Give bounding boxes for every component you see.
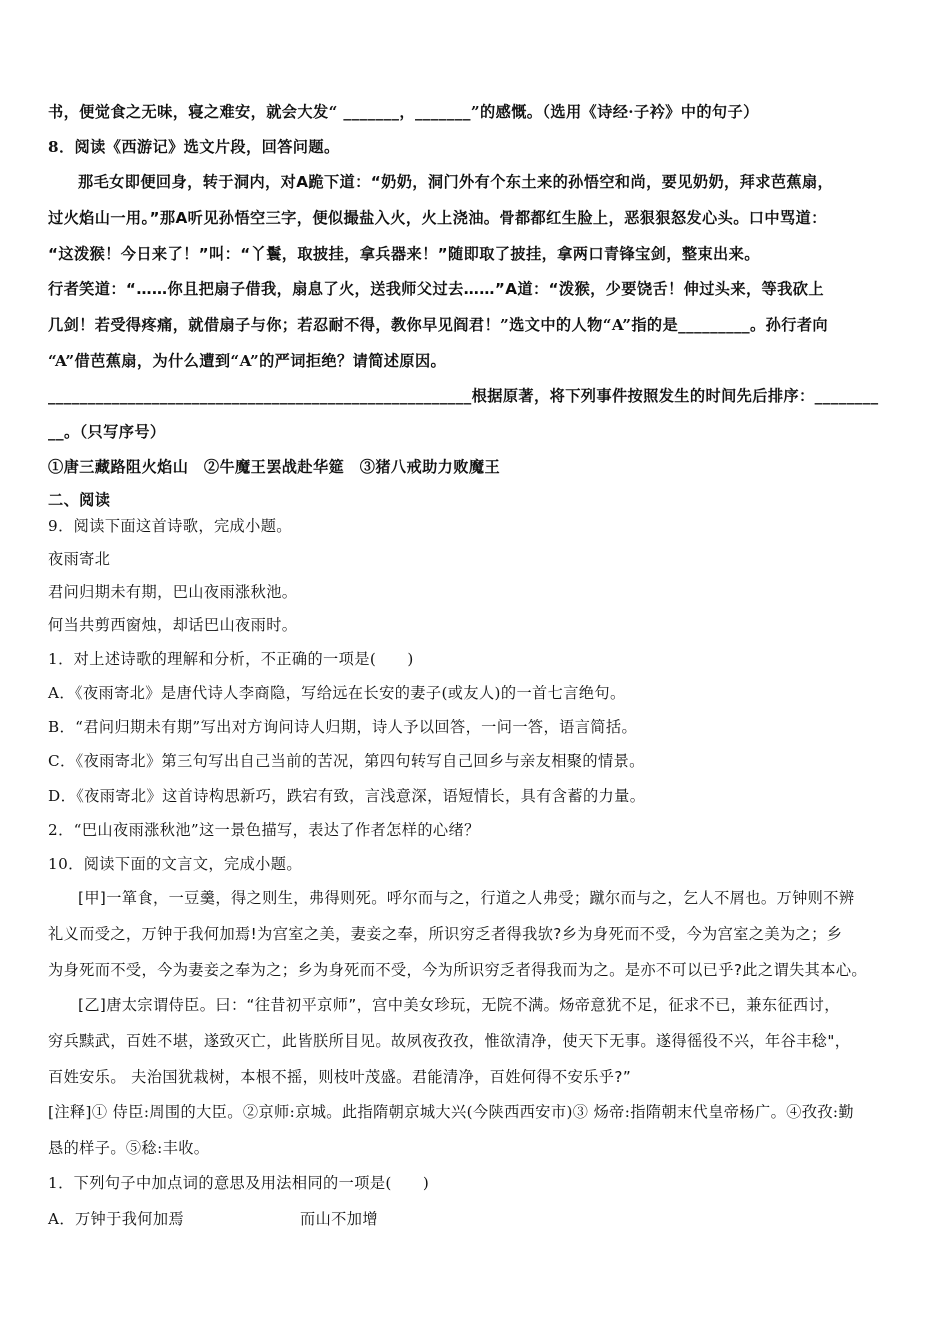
q9-option-b: B．“君问归期未有期”写出对方询问诗人归期，诗人予以回答，一问一答，语言简括。 [48,718,638,736]
q9-title: 9．阅读下面这首诗歌，完成小题。 [48,517,292,535]
q10-jia-line-3: 为身死而不受，今为妻妾之奉为之；乡为身死而不受，今为所识穷乏者得我而为之。是亦不可以已乎?此之谓失其本心。 [48,961,868,979]
poem-title: 夜雨寄北 [48,550,111,568]
q10-option-a-left: A．万钟于我何加焉 [48,1210,185,1228]
q8-passage-line-4: 行者笑道：“……你且把扇子借我，扇息了火，送我师父过去……”A道：“泼猴，少要饶舌！伸过头来，等我砍上 [48,280,824,298]
poem-line-1: 君问归期未有期，巴山夜雨涨秋池。 [48,583,298,601]
poem-line-2: 何当共剪西窗烛，却话巴山夜雨时。 [48,616,298,634]
q8-title: 8．阅读《西游记》选文片段，回答问题。 [48,138,340,156]
q9-sub1: 1．对上述诗歌的理解和分析，不正确的一项是( ) [48,650,414,668]
q8-passage-line-3: “这泼猴！今日来了！”叫：“丫鬟，取披挂，拿兵器来！”随即取了披挂，拿两口青锋宝剑，整束出来。 [48,245,760,263]
q8-order-hint: __。（只写序号） [48,423,166,441]
q8-passage-line-1: 那毛女即便回身，转于洞内，对A跪下道：“奶奶，洞门外有个东土来的孙悟空和尚，要见奶奶，拜求芭蕉扇， [78,173,834,191]
q7-answer-line: 书，便觉食之无味，寝之难安，就会大发“ _______，_______”的感慨。（选用《诗经·子衿》中的句子） [48,103,759,121]
q8-passage-line-5: 几剑！若受得疼痛，就借扇子与你；若忍耐不得，教你早见阎君！”选文中的人物“A”指的是_________。孙行者向 [48,316,828,334]
q10-note-line-2: 恳的样子。⑤稔:丰收。 [48,1139,210,1157]
section-heading-reading: 二、阅读 [48,491,111,509]
q9-option-a: A．《夜雨寄北》是唐代诗人李商隐，写给远在长安的妻子(或友人)的一首七言绝句。 [48,684,626,702]
q8-events: ①唐三藏路阻火焰山 ②牛魔王罢战赴华筵 ③猪八戒助力败魔王 [48,458,501,476]
q8-passage-line-2: 过火焰山一用。”那A听见孙悟空三字，便似撮盐入火，火上浇油。骨都都红生脸上，恶狠狠怒发心头。口中骂道： [48,209,827,227]
q10-jia-line-2: 礼义而受之，万钟于我何加焉!为宫室之美，妻妾之奉，所识穷乏者得我欤?乡为身死而不受，今为宫室之美为之；乡 [48,925,843,943]
q8-answer-blank-line: _____________________________________________________根据原著，将下列事件按照发生的时间先后排序：________ [48,387,879,405]
q10-jia-line-1: [甲]一箪食，一豆羹，得之则生，弗得则死。呼尔而与之，行道之人弗受；蹴尔而与之，乞人不屑也。万钟则不辨 [78,889,855,907]
q8-question: “A”借芭蕉扇，为什么遭到“A”的严词拒绝？请简述原因。 [48,352,447,370]
q10-yi-line-3: 百姓安乐。 夫治国犹栽树，本根不摇，则枝叶茂盛。君能清净，百姓何得不安乐乎?” [48,1068,632,1086]
q10-sub1: 1．下列句子中加点词的意思及用法相同的一项是( ) [48,1174,430,1192]
q10-option-a-right: 而山不加增 [300,1210,378,1228]
q9-sub2: 2．“巴山夜雨涨秋池”这一景色描写，表达了作者怎样的心绪？ [48,821,480,839]
q10-note-line-1: [注释]① 侍臣:周围的大臣。②京师:京城。此指隋朝京城大兴(今陕西西安市)③ 炀帝:指隋朝末代皇帝杨广。④孜孜:勤 [48,1103,855,1121]
q9-option-c: C．《夜雨寄北》第三句写出自己当前的苦况，第四句转写自己回乡与亲友相聚的情景。 [48,752,645,770]
q10-yi-line-2: 穷兵黩武，百姓不堪，遂致灭亡，此皆朕所目见。故夙夜孜孜，惟欲清净，使天下无事。遂得徭役不兴，年谷丰稔"， [48,1032,851,1050]
q10-yi-line-1: [乙]唐太宗谓侍臣。曰：“往昔初平京师”，宫中美女珍玩，无院不满。炀帝意犹不足，征求不已，兼东征西讨， [78,996,840,1014]
q10-title: 10．阅读下面的文言文，完成小题。 [48,855,302,873]
q9-option-d: D．《夜雨寄北》这首诗构思新巧，跌宕有致，言浅意深，语短情长，具有含蓄的力量。 [48,787,646,805]
